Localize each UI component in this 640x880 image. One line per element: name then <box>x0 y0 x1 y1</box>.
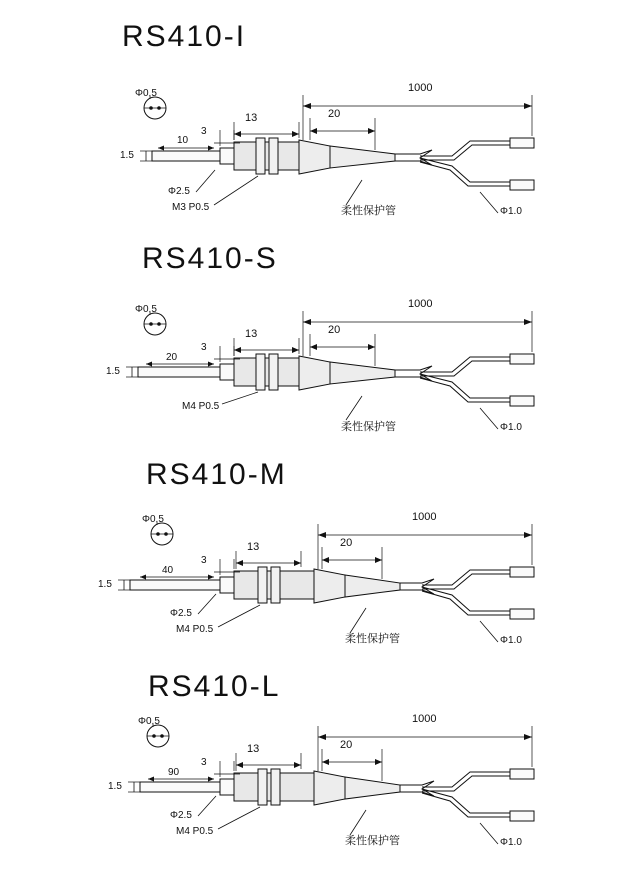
label-sleeve-note-m: 柔性保护管 <box>345 633 400 645</box>
label-20-m: 20 <box>340 537 353 549</box>
label-thread-l: M4 P0.5 <box>176 826 214 837</box>
label-13-s: 13 <box>245 328 258 340</box>
label-phi05-s: Φ0.5 <box>135 304 157 315</box>
model-title-rs410-m: RS410-M <box>146 458 287 491</box>
label-1000-m: 1000 <box>412 511 437 523</box>
label-phi05-m: Φ0.5 <box>142 514 164 525</box>
label-phi10-m: Φ1.0 <box>500 635 522 646</box>
label-13-l: 13 <box>247 743 260 755</box>
label-phi10-s: Φ1.0 <box>500 422 522 433</box>
diagram-block-rs410-l <box>0 664 640 880</box>
drawing-rs410-m <box>0 448 640 664</box>
label-phi25-m: Φ2.5 <box>170 608 192 619</box>
label-15-m: 1.5 <box>98 579 112 590</box>
label-13-i: 13 <box>245 112 258 124</box>
label-3-l: 3 <box>201 757 207 768</box>
model-title-rs410-s: RS410-S <box>142 242 278 275</box>
label-thread-i: M3 P0.5 <box>172 202 210 213</box>
label-1000-s: 1000 <box>408 298 433 310</box>
label-3-s: 3 <box>201 342 207 353</box>
label-phi05-i: Φ0.5 <box>135 88 157 99</box>
label-probe-length-s: 20 <box>166 352 178 363</box>
label-probe-length-m: 40 <box>162 565 174 576</box>
drawing-rs410-l <box>0 664 640 880</box>
label-sleeve-note-s: 柔性保护管 <box>341 421 396 433</box>
diagram-block-rs410-s <box>0 226 640 448</box>
label-phi10-i: Φ1.0 <box>500 206 522 217</box>
label-sleeve-note-i: 柔性保护管 <box>341 205 396 217</box>
label-1000-l: 1000 <box>412 713 437 725</box>
diagram-block-rs410-i <box>0 0 640 226</box>
label-probe-length-i: 10 <box>177 135 189 146</box>
model-title-rs410-i: RS410-I <box>122 20 247 53</box>
model-title-rs410-l: RS410-L <box>148 670 281 703</box>
label-phi25-l: Φ2.5 <box>170 810 192 821</box>
label-thread-m: M4 P0.5 <box>176 624 214 635</box>
label-20-i: 20 <box>328 108 341 120</box>
label-20-l: 20 <box>340 739 353 751</box>
drawing-rs410-s <box>0 226 640 448</box>
label-15-s: 1.5 <box>106 366 120 377</box>
label-3-i: 3 <box>201 126 207 137</box>
label-probe-length-l: 90 <box>168 767 180 778</box>
label-phi10-l: Φ1.0 <box>500 837 522 848</box>
label-3-m: 3 <box>201 555 207 566</box>
label-1000-i: 1000 <box>408 82 433 94</box>
label-15-i: 1.5 <box>120 150 134 161</box>
label-13-m: 13 <box>247 541 260 553</box>
label-thread-s: M4 P0.5 <box>182 401 220 412</box>
label-sleeve-note-l: 柔性保护管 <box>345 835 400 847</box>
label-15-l: 1.5 <box>108 781 122 792</box>
label-20-s: 20 <box>328 324 341 336</box>
drawing-rs410-i <box>0 0 640 226</box>
label-phi05-l: Φ0.5 <box>138 716 160 727</box>
diagram-block-rs410-m <box>0 448 640 664</box>
label-phi25-i: Φ2.5 <box>168 186 190 197</box>
